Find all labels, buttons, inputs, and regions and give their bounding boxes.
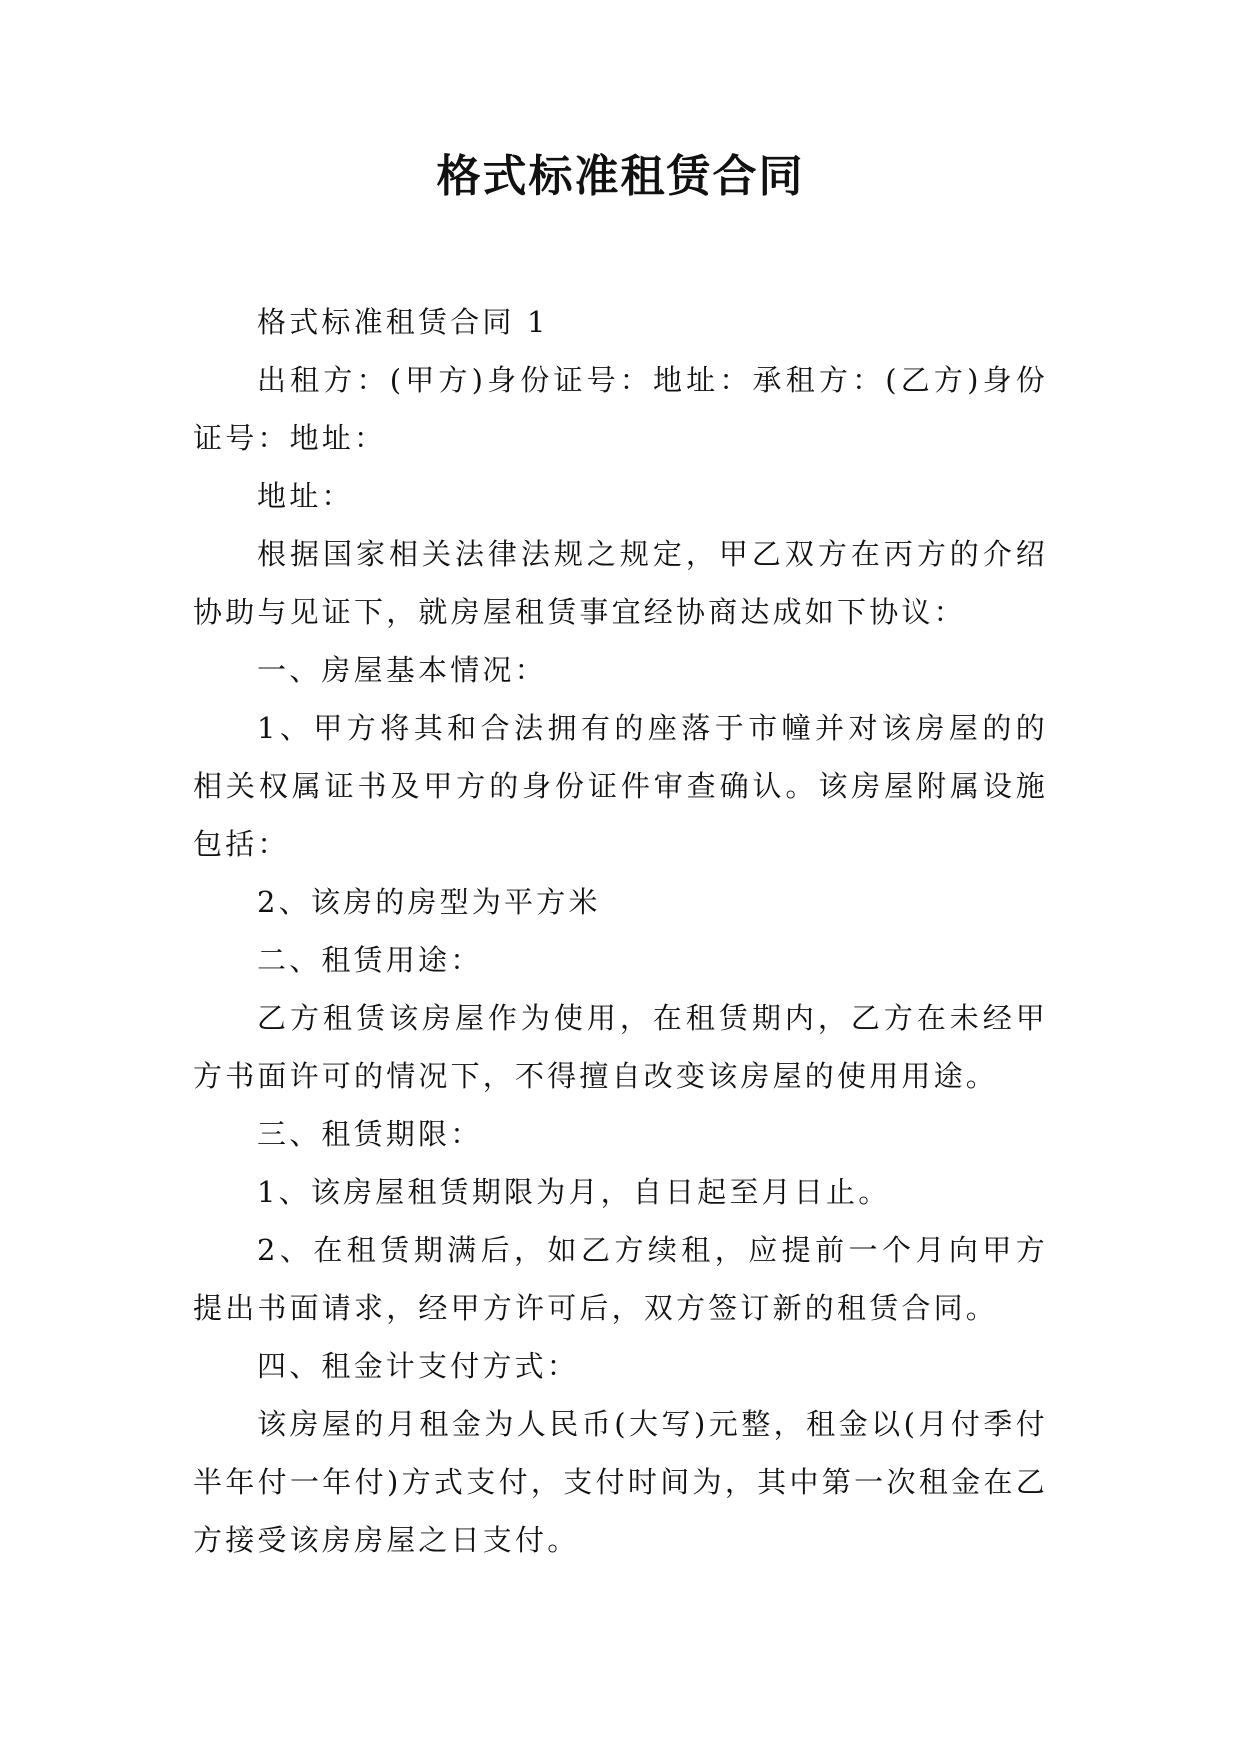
paragraph-property-2: 2、该房的房型为平方米 bbox=[257, 885, 601, 919]
paragraph-heading: 格式标准租赁合同 1 bbox=[257, 305, 549, 339]
paragraph-term-1: 1、该房屋租赁期限为月，自日起至月日止。 bbox=[257, 1175, 891, 1209]
paragraph-address: 地址： bbox=[257, 479, 354, 513]
section-heading-purpose: 二、租赁用途： bbox=[257, 943, 483, 977]
document-body bbox=[193, 293, 1048, 1569]
paragraph-preamble: 根据国家相关法律法规之规定，甲乙双方在丙方的介绍协助与见证下，就房屋租赁事宜经协商达成如下协议： bbox=[193, 537, 1048, 629]
paragraph-term-2: 2、在租赁期满后，如乙方续租，应提前一个月向甲方提出书面请求，经甲方许可后，双方签订新的租赁合同。 bbox=[193, 1233, 1048, 1325]
section-heading-property: 一、房屋基本情况： bbox=[257, 653, 547, 687]
paragraph-parties: 出租方：(甲方)身份证号：地址：承租方：(乙方)身份证号：地址： bbox=[193, 363, 1048, 455]
paragraph-property-1: 1、甲方将其和合法拥有的座落于市幢并对该房屋的的相关权属证书及甲方的身份证件审查确认。该房屋附属设施包括： bbox=[193, 711, 1048, 861]
document-title: 格式标准租赁合同 bbox=[436, 151, 805, 202]
paragraph-rent: 该房屋的月租金为人民币(大写)元整，租金以(月付季付半年付一年付)方式支付，支付时间为，其中第一次租金在乙方接受该房房屋之日支付。 bbox=[193, 1407, 1048, 1557]
section-heading-term: 三、租赁期限： bbox=[257, 1117, 483, 1151]
section-heading-rent: 四、租金计支付方式： bbox=[257, 1349, 580, 1383]
paragraph-purpose: 乙方租赁该房屋作为使用，在租赁期内，乙方在未经甲方书面许可的情况下，不得擅自改变该房屋的使用用途。 bbox=[193, 1001, 1048, 1093]
